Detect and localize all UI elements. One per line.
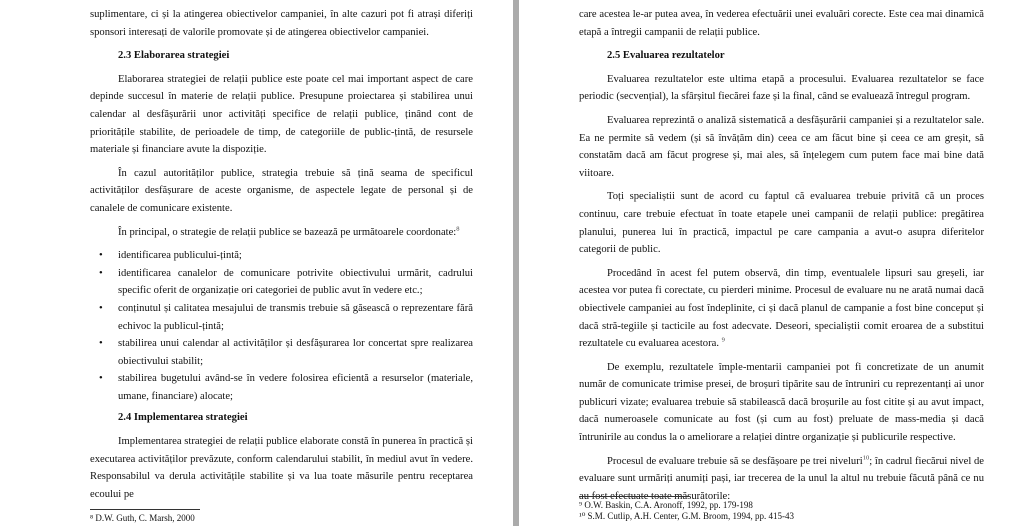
footnote: ¹⁰ S.M. Cutlip, A.H. Center, G.M. Broom, 1994, pp. 415-43 [579,511,794,521]
footnote-area [579,496,794,522]
footnote-ref-9: 9 [721,336,725,344]
paragraph-continuation: care acestea le-ar putea avea, în vederea efectuării unei evaluări corecte. Este cea mai dinamică etapă a întregii campanii de relații publice. [579,9,984,38]
bullet-list [90,247,473,405]
paragraph: Evaluarea reprezintă o analiză sistematică a desfășurării campaniei și a rezultatelor sale. Ea ne permite să vedem (și să învățăm din) ceea ce am făcut bine și ceea ce am greșit, să constatăm dacă am făcut progrese și, mai ales, să înțelegem cum putem face mai bine dată viitoare. [579,114,984,179]
paragraph-with-footnote [579,265,984,353]
paragraph: Elaborarea strategiei de relații publice este poate cel mai important aspect de care depinde succesul în materie de relații publice. Presupune proiectarea și stabilirea unui calendar al desfășurării unor activități specifice de relații publice, ținând cont de prioritățile stabilite, de perioadele de timp, de categoriile de public-țintă, de resursele materiale și financiare avute la dispoziție. [90,73,473,156]
document-page-right [519,0,1024,526]
paragraph-text: ; în cadrul fiecărui nivel de evaluare sunt urmăriți anumiți pași, iar trecerea de la unul la altul nu trebuie făcută până ce nu au fost efectuate toate măsurătorile: [579,455,984,502]
footnote-separator [579,496,689,497]
section-heading-2-4: 2.4 Implementarea strategiei [118,412,248,424]
footnote-ref-10: 10 [862,454,870,462]
footnote-area [90,509,200,524]
footnote: ⁹ O.W. Baskin, C.A. Aronoff, 1992, pp. 179-198 [579,500,753,510]
footnote-separator [90,509,200,510]
paragraph: Toți specialiștii sunt de acord cu faptul că evaluarea trebuie privită că un proces continuu, care trebuie efectuat în toate etapele unei campanii de relații publice: pregătirea planului, punerea lui în practică, impactul pe care campania a avut-o asupra diferitelor categorii de public. [579,191,984,256]
paragraph: Evaluarea rezultatelor este ultima etapă a procesului. Evaluarea rezultatelor se face periodic (secvențial), la sfârșitul fiecărei faze și la final, când se evaluează întregul program. [579,73,984,103]
paragraph-text: În principal, o strategie de relații publice se bazează pe următoarele coordonate: [118,226,457,238]
footnote: ⁸ D.W. Guth, C. Marsh, 2000 [90,513,195,523]
list-item: • stabilirea bugetului având-se în vedere folosirea eficientă a resurselor (materiale, umane, financiare) alocate; [118,370,473,405]
list-item: • conținutul și calitatea mesajului de transmis trebuie să găsească o reprezentare fără echivoc la publicul-țintă; [118,300,473,335]
section-heading-2-5: 2.5 Evaluarea rezultatelor [607,50,725,62]
paragraph: De exemplu, rezultatele împle-mentarii campaniei pot fi concretizate de un anumit număr de comunicate trimise presei, de broșuri tipărite sau de întruniri cu reprezentanți ai unor publicuri vizate; evaluarea trebuie să stabilească dacă broșurile au fost citite și au avut impact, dacă numeroasele comunicate au fost (și cum au fost) preluate de mass-media și dacă întrunirile au condus la o ameliorare a relației dintre organizație și publicurile respective. [579,361,984,444]
list-item: • stabilirea unui calendar al activităților și desfășurarea lor concertat spre realizarea obiectivului stabilit; [118,335,473,370]
paragraph-with-footnote [90,224,473,242]
paragraph-continuation: suplimentare, ci și la atingerea obiectivelor campaniei, în alte cazuri pot fi atrași diferiți sponsori interesați de valorile promovate și de atingerea obiectivelor campaniei. [90,9,473,38]
list-item: • identificarea publicului-țintă; [118,247,473,265]
list-item: • identificarea canalelor de comunicare potrivite obiectivului urmărit, cadrului specific oferit de organizație ori categoriei de public avut în vedere etc.; [118,265,473,300]
paragraph: În cazul autorităților publice, strategia trebuie să țină seama de specificul activităților desfășurare de aceste organisme, de aspectele legate de personal și de canalele de comunicare existente. [90,167,473,214]
section-heading-2-3: 2.3 Elaborarea strategiei [118,50,230,62]
paragraph: Implementarea strategiei de relații publice elaborate constă în punerea în practică și executarea activităților prevăzute, conform calendarului stabilit, în mediul avut în vedere. Responsabilul va derula activitățile stabilite și va lua toate măsurile pentru receptarea ecoului pe [90,436,473,500]
footnote-ref-8: 8 [456,225,460,232]
paragraph-text: Procesul de evaluare trebuie să se desfășoare pe trei niveluri [607,455,863,467]
paragraph-text: Procedând în acest fel putem observă, din timp, eventualele lipsuri sau greșeli, iar acestea vor putea fi corectate, cu pierderi minime. Procesul de evaluare nu ne arată numai dacă obiectivele campaniei au fost îndeplinite, ci și dacă planul de campanie a fost bine conceput și dacă stră-tegiile și tacticile au fost adecvate. Deseori, specialiștii comit eroarea de a substitui rezultatele cu evaluarea acestora. [579,267,984,350]
